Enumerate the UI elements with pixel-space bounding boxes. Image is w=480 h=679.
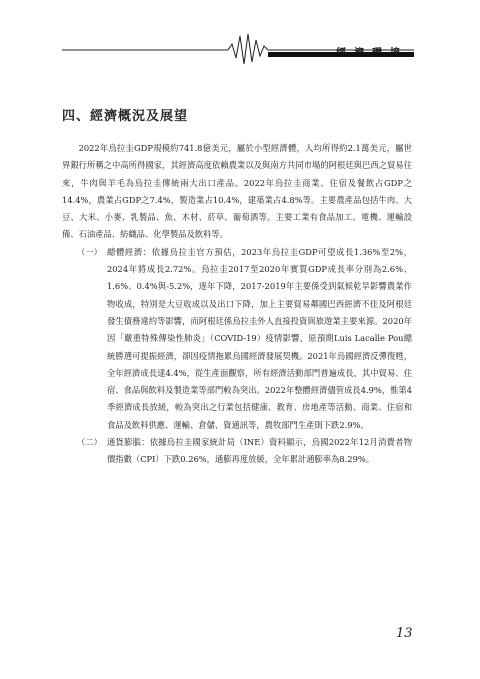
page-header: [0, 0, 480, 70]
intro-paragraph: 2022年烏拉圭GDP規模約741.8億美元，屬於小型經濟體，人均所得約2.1萬美元，屬世界銀行所稱之中高所得國家，其經濟高度依賴農業以及與南方共同市場的阿根廷與巴西之貿易往來，牛肉與羊毛為烏拉圭傳統兩大出口產品。2022年烏拉圭商業、住宿及餐飲占GDP之14.4%，農業占GDP之7.4%，製造業占10.4%，建築業占4.8%等。主要農產品包括牛肉、大豆、大米、小麥、乳製品、魚、木材、菸草、葡萄酒等。主要工業有食品加工、電機、運輸設備、石油產品、紡織品、化學製品及飲料等。: [62, 143, 412, 240]
header-title: 經濟環境: [336, 48, 408, 59]
list-item-macro: [62, 244, 412, 434]
header-ekg-line-icon: [0, 0, 480, 70]
body-content: [62, 140, 412, 469]
list-item-label: （二）: [77, 437, 102, 448]
list-item-text: 通貨膨脹：依據烏拉圭國家統計局（INE）資料顯示，烏國2022年12月消費者物價指數（CPI）下跌0.26%，通膨再度放緩，全年累計通膨率為8.29%。: [107, 437, 412, 465]
list-item-text: 總體經濟：依據烏拉圭官方預估，2023年烏拉圭GDP可望成長1.36%至2%，2024年將成長2.72%。烏拉圭2017至2020年實質GDP成長率分別為2.6%、1.6%、0.4%與-5.2%，逐年下降，2017-2019年主要係受到氣候乾旱影響農業作物收成，特別是大豆收成以及出口下降，加上主要貿易鄰國巴西經濟不佳及阿根廷發生債務違約等影響，而阿根廷係烏拉圭外人直接投資與旅遊業主要來源。2020年因「嚴重特殊傳染性肺炎」（COVID-19）疫情影響，原預期Luis Lacalle Pou總統勝選可提振經濟，卻因疫情拖累烏國經濟發展契機。2021年烏國經濟反彈復甦，全年經濟成長達4.4%，從生產面觀察，所有經濟活動部門普遍成長，其中貿易、住宿、食品與飲料及製造業等部門較為突出。2022年整體經濟儘管成長4.9%，惟第4季經濟成長放緩，較為突出之行業包括健康、教育、房地產等活動、商業、住宿和食品及飲料供應、運輸、倉儲、資通訊等，農牧部門生產則下跌2.9%。: [107, 246, 412, 430]
section-title: 四、經濟概況及展望: [62, 109, 189, 124]
list-item-label: （一）: [77, 246, 102, 257]
list-item-inflation: [62, 434, 412, 469]
page-number: 13: [396, 626, 413, 641]
